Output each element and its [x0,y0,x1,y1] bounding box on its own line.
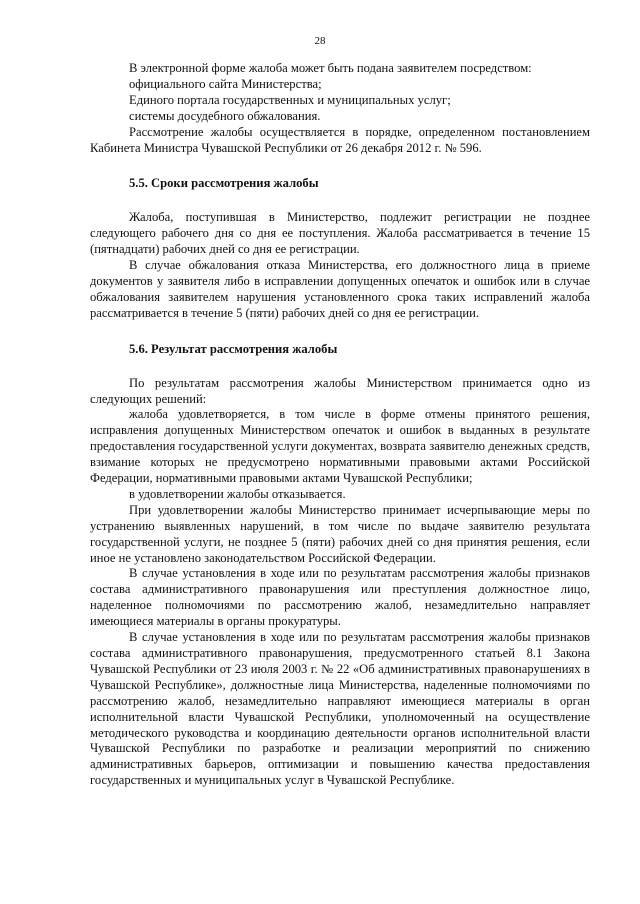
section-heading-5-6: 5.6. Результат рассмотрения жалобы [129,341,338,356]
paragraph-prosecutor-referral: В случае установления в ходе или по результатам рассмотрения жалобы признаков состава административного правонарушения или преступления должностное лицо, наделенное полномочиями по рассмотрению жалоб, незамедлительно направляет имеющиеся материалы в органы прокуратуры. [90,566,590,629]
paragraph-decisions-intro: По результатам рассмотрения жалобы Министерством принимается одно из следующих решений: [90,375,590,406]
spacer [90,322,590,342]
paragraph-complaint-rejected: в удовлетворении жалобы отказывается. [129,486,346,501]
list-item-pretrial-system: системы досудебного обжалования. [129,108,321,123]
list-item-official-site: официального сайта Министерства; [129,76,322,91]
paragraph-administrative-offense: В случае установления в ходе или по результатам рассмотрения жалобы признаков состава административного правонарушения, предусмотренного статьей 8.1 Закона Чувашской Республики от 23 июля 2003 г. № 22 «Об административных правонарушениях в Чувашской Республике», должностные лица Министерства, наделенные полномочиями по рассмотрению жалоб, незамедлительно направляют имеющиеся материалы в орган исполнительной власти Чувашской Республики, уполномоченный на осуществление методического руководства и координацию деятельности органов исполнительной власти Чувашской Республики по разработке и реализации мероприятий по снижению административных барьеров, оптимизации и повышению качества предоставления государственных и муниципальных услуг в Чувашской Республике. [90,630,590,788]
list-item-unified-portal: Единого портала государственных и муниципальных услуг; [129,92,451,107]
spacer [90,358,590,376]
spacer [90,156,590,176]
spacer [90,192,590,210]
page-number: 28 [314,35,326,47]
paragraph-review-procedure: Рассмотрение жалобы осуществляется в порядке, определенном постановлением Кабинета Министра Чувашской Республики от 26 декабря 2012 г. № 596. [90,124,590,155]
document-body [90,61,590,789]
paragraph-registration-deadline: Жалоба, поступившая в Министерство, подлежит регистрации не позднее следующего рабочего дня со дня ее поступления. Жалоба рассматривается в течение 15 (пятнадцати) рабочих дней со дня ее регистрации. [90,210,590,257]
paragraph-refusal-review: В случае обжалования отказа Министерства, его должностного лица в приеме документов у заявителя либо в исправлении допущенных опечаток и ошибок или в случае обжалования заявителем нарушения установленного срока таких исправлений жалоба рассматривается в течение 5 (пяти) рабочих дней со дня ее регистрации. [90,258,590,320]
section-heading-5-5: 5.5. Сроки рассмотрения жалобы [129,176,319,191]
paragraph-exhaustive-measures: При удовлетворении жалобы Министерство принимает исчерпывающие меры по устранению выявленных нарушений, в том числе по выдаче заявителю результата государственной услуги, не позднее 5 (пяти) рабочих дней со дня принятия решения, если иное не установлено законодательством Российской Федерации. [90,502,590,565]
paragraph-complaint-satisfied: жалоба удовлетворяется, в том числе в форме отмены принятого решения, исправления допущенных Министерством опечаток и ошибок в выданных в результате предоставления государственной услуги документах, возврата заявителю денежных средств, взимание которых не предусмотрено нормативными правовыми актами Российской Федерации, нормативными правовыми актами Чувашской Республики; [90,407,590,486]
paragraph-electronic-form: В электронной форме жалоба может быть подана заявителем посредством: [129,61,532,75]
